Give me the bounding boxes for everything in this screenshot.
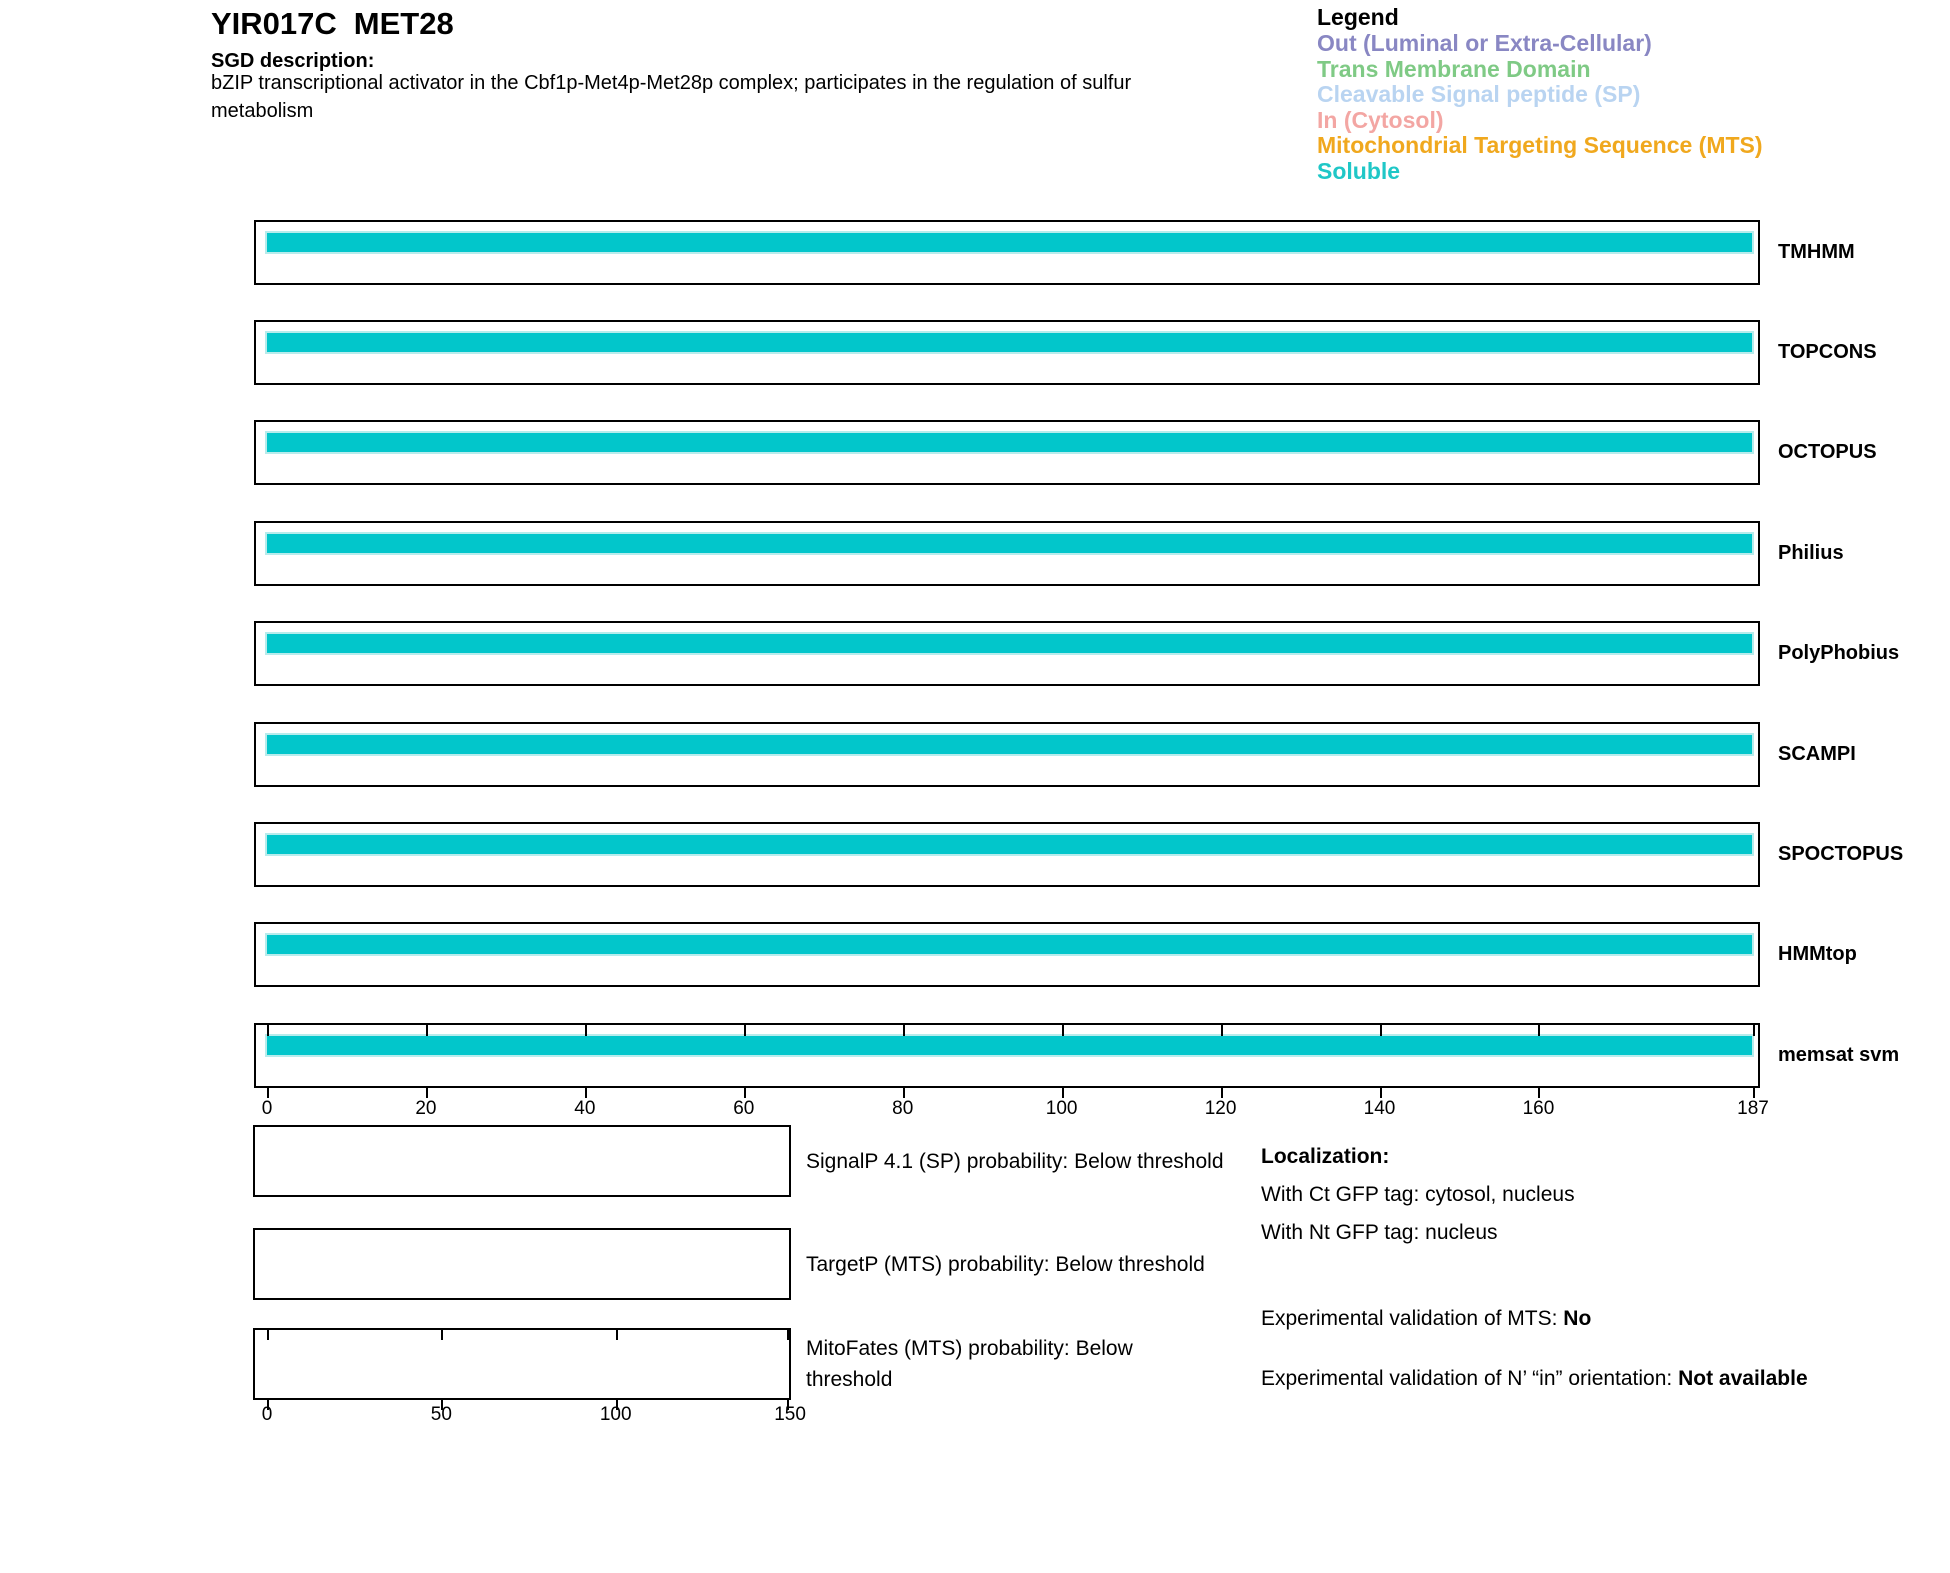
orientation-validation	[1261, 1362, 1836, 1395]
probability-plot-label-line: MitoFates (MTS) probability: Below	[806, 1337, 1133, 1360]
track-label: memsat svm	[1778, 1044, 1900, 1066]
axis-tick-mark	[585, 1086, 587, 1098]
probability-plot-box	[253, 1228, 791, 1300]
track-label: HMMtop	[1778, 943, 1857, 965]
track-label: TOPCONS	[1778, 341, 1877, 363]
probability-plot-label-line: SignalP 4.1 (SP) probability: Below threshold	[806, 1149, 1224, 1173]
track-plot-box	[254, 922, 1760, 987]
track-plot-box	[254, 521, 1760, 586]
track-plot-box	[254, 822, 1760, 887]
axis-tick-mark	[585, 1025, 587, 1036]
track-plot-box	[254, 621, 1760, 686]
axis-tick-mark	[1380, 1025, 1382, 1036]
probability-plot-label	[806, 1125, 1224, 1197]
mts-validation-prefix: Experimental validation of MTS:	[1261, 1307, 1564, 1330]
residue-axis-tick-label: 140	[1363, 1098, 1396, 1119]
track-label: PolyPhobius	[1778, 642, 1900, 664]
probability-axis-tick-label: 100	[599, 1404, 632, 1425]
residue-axis-tick-label: 40	[574, 1098, 596, 1119]
residue-axis-tick-label: 0	[261, 1098, 273, 1119]
soluble-region-bar	[265, 1034, 1754, 1057]
soluble-region-bar	[265, 331, 1754, 354]
legend-item: Mitochondrial Targeting Sequence (MTS)	[1317, 132, 1763, 159]
residue-axis-tick-label: 60	[733, 1098, 755, 1119]
axis-tick-mark	[1753, 1086, 1755, 1098]
probability-plot-box	[253, 1328, 791, 1400]
axis-tick-mark	[1221, 1025, 1223, 1036]
legend-item: Soluble	[1317, 157, 1401, 184]
residue-axis-tick-label: 20	[415, 1098, 437, 1119]
legend-item: Out (Luminal or Extra-Cellular)	[1317, 30, 1652, 56]
soluble-region-bar	[265, 231, 1754, 254]
legend-item: Cleavable Signal peptide (SP)	[1317, 81, 1641, 108]
legend-items	[1317, 31, 1763, 185]
residue-axis-tick-label: 120	[1204, 1098, 1237, 1119]
standard-gene-name: MET28	[353, 6, 454, 41]
probability-plot-label	[806, 1228, 1205, 1300]
axis-tick-mark	[1538, 1086, 1540, 1098]
axis-tick-mark	[426, 1086, 428, 1098]
axis-tick-mark	[787, 1330, 789, 1340]
axis-tick-mark	[744, 1025, 746, 1036]
soluble-region-bar	[265, 933, 1754, 956]
soluble-region-bar	[265, 733, 1754, 756]
track-plot-box	[254, 1023, 1760, 1088]
probability-axis-tick-label: 50	[430, 1404, 452, 1425]
axis-tick-mark	[616, 1330, 618, 1340]
page-title	[211, 6, 454, 42]
axis-tick-mark	[267, 1086, 269, 1098]
probability-plot-label-line: TargetP (MTS) probability: Below threshold	[806, 1252, 1205, 1276]
soluble-region-bar	[265, 833, 1754, 856]
axis-tick-mark	[1538, 1025, 1540, 1036]
track-plot-box	[254, 320, 1760, 385]
probability-plot-label	[806, 1328, 1133, 1400]
axis-tick-mark	[1753, 1025, 1755, 1036]
nt-gfp-localization: With Nt GFP tag: nucleus	[1261, 1221, 1498, 1244]
axis-tick-mark	[1380, 1086, 1382, 1098]
systematic-gene-name: YIR017C	[211, 6, 337, 41]
ct-gfp-localization: With Ct GFP tag: cytosol, nucleus	[1261, 1183, 1575, 1206]
axis-tick-mark	[903, 1086, 905, 1098]
residue-axis-tick-label: 160	[1522, 1098, 1555, 1119]
probability-plot-box	[253, 1125, 791, 1197]
axis-tick-mark	[1062, 1086, 1064, 1098]
axis-tick-mark	[744, 1086, 746, 1098]
residue-axis-tick-label: 187	[1737, 1098, 1769, 1119]
residue-axis-tick-label: 80	[892, 1098, 914, 1119]
probability-axis-tick-label: 150	[774, 1404, 806, 1425]
sgd-description-line1: bZIP transcriptional activator in the Cbf1p-Met4p-Met28p complex; participates in the regulation of sulfur	[211, 72, 1132, 94]
probability-axis-tick-label: 0	[261, 1404, 273, 1425]
soluble-region-bar	[265, 431, 1754, 454]
localization-heading: Localization:	[1261, 1145, 1390, 1168]
axis-tick-mark	[267, 1330, 269, 1340]
axis-tick-mark	[441, 1330, 443, 1340]
track-plot-box	[254, 220, 1760, 285]
track-plot-box	[254, 420, 1760, 485]
axis-tick-mark	[1062, 1025, 1064, 1036]
mts-validation-value: No	[1563, 1307, 1592, 1330]
track-plot-box	[254, 722, 1760, 787]
axis-tick-mark	[903, 1025, 905, 1036]
axis-tick-mark	[267, 1025, 269, 1036]
axis-tick-mark	[426, 1025, 428, 1036]
mts-validation	[1261, 1307, 1591, 1331]
soluble-region-bar	[265, 632, 1754, 655]
legend-item: In (Cytosol)	[1317, 106, 1444, 133]
legend-item: Trans Membrane Domain	[1317, 55, 1591, 82]
track-label: Philius	[1778, 542, 1844, 564]
axis-tick-mark	[1221, 1086, 1223, 1098]
sgd-description-heading: SGD description:	[211, 50, 375, 72]
soluble-region-bar	[265, 532, 1754, 555]
track-label: SCAMPI	[1778, 743, 1856, 765]
track-label: SPOCTOPUS	[1778, 843, 1904, 865]
orientation-validation-prefix: Experimental validation of N’ “in” orientation:	[1261, 1367, 1679, 1390]
track-label: OCTOPUS	[1778, 441, 1877, 463]
sgd-description-line2: metabolism	[211, 100, 314, 122]
orientation-validation-value: Not available	[1678, 1367, 1808, 1390]
legend	[1317, 4, 1763, 185]
legend-title: Legend	[1317, 4, 1399, 30]
residue-axis-tick-label: 100	[1045, 1098, 1078, 1119]
probability-plot-label-line: threshold	[806, 1368, 893, 1391]
track-label: TMHMM	[1778, 241, 1855, 263]
